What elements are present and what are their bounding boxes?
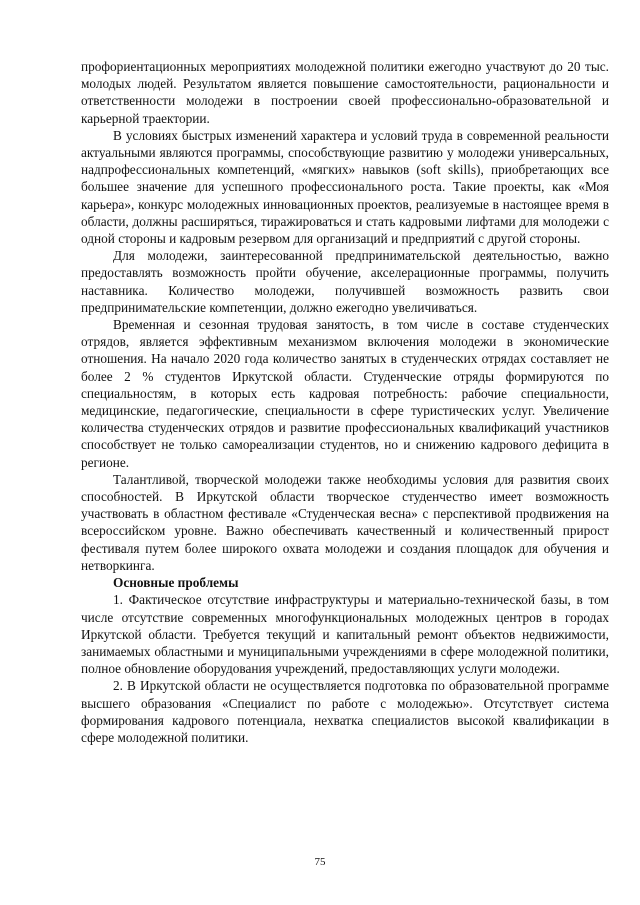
section-heading-main-problems: Основные проблемы (113, 575, 239, 591)
problem-item-2: 2. В Иркутской области не осуществляется подготовка по образовательной программе высшего образования «Специалист по работе с молодежью». Отсутствует система формирования кадрового потенциала, нехватка специалистов высокой квалификации в сфере молодежной политики. (81, 678, 609, 745)
problem-item-1: 1. Фактическое отсутствие инфраструктуры и материально-технической базы, в том числе отсутствие современных многофункциональных молодежных центров в городах Иркутской области. Требуется текущий и капитальный ремонт объектов недвижимости, занимаемых областными и муниципальными учреждениями в сфере молодежной политики, полное обновление оборудования учреждений, предоставляющих услуги молодежи. (81, 592, 609, 677)
paragraph-talented-youth: Талантливой, творческой молодежи также необходимы условия для развития своих способностей. В Иркутской области творческое студенчество имеет возможность участвовать в областном фестивале «Студенческая весна» с перспективой продвижения на всероссийском уровне. Важно обеспечивать качественный и количественный прирост фестиваля путем более широкого охвата молодежи и создания площадок для обучения и нетворкинга. (81, 471, 609, 573)
document-body (81, 58, 609, 746)
paragraph-student-teams: Временная и сезонная трудовая занятость, в том числе в составе студенческих отрядов, является эффективным механизмом включения молодежи в экономические отношения. На начало 2020 года количество занятых в студенческих отрядах составляет не более 2 % студентов Иркутской области. Студенческие отряды формируются по специальностям, в которых есть кадровая потребность: рабочие специальности, медицинские, педагогические, специальности в сфере туристических услуг. Увеличение количества студенческих отрядов и развитие профессиональных квалификаций участников способствует не только самореализации студентов, но и снижению кадрового дефицита в регионе. (81, 317, 609, 470)
paragraph-entrepreneurship: Для молодежи, заинтересованной предпринимательской деятельностью, важно предоставлять возможность пройти обучение, акселерационные программы, получить наставника. Количество молодежи, получившей возможность развить свои предпринимательские компетенции, должно ежегодно увеличиваться. (81, 248, 609, 315)
paragraph-career-guidance: профориентационных мероприятиях молодежной политики ежегодно участвуют до 20 тыс. молодых людей. Результатом является повышение самостоятельности, рациональности и ответственности молодежи в построении своей профессионально-образовательной и карьерной траектории. (81, 59, 609, 126)
paragraph-soft-skills: В условиях быстрых изменений характера и условий труда в современной реальности актуальными являются программы, способствующие развитию у молодежи универсальных, надпрофессиональных компетенций, «мягких» навыков (soft skills), приобретающих все большее значение для успешного профессионального роста. Такие проекты, как «Моя карьера», конкурс молодежных инновационных проектов, реализуемые в настоящее время в области, должны расширяться, тиражироваться и стать кадровыми лифтами для молодежи с одной стороны и кадровым резервом для организаций и предприятий с другой стороны. (81, 127, 609, 247)
page-number: 75 (314, 856, 326, 868)
